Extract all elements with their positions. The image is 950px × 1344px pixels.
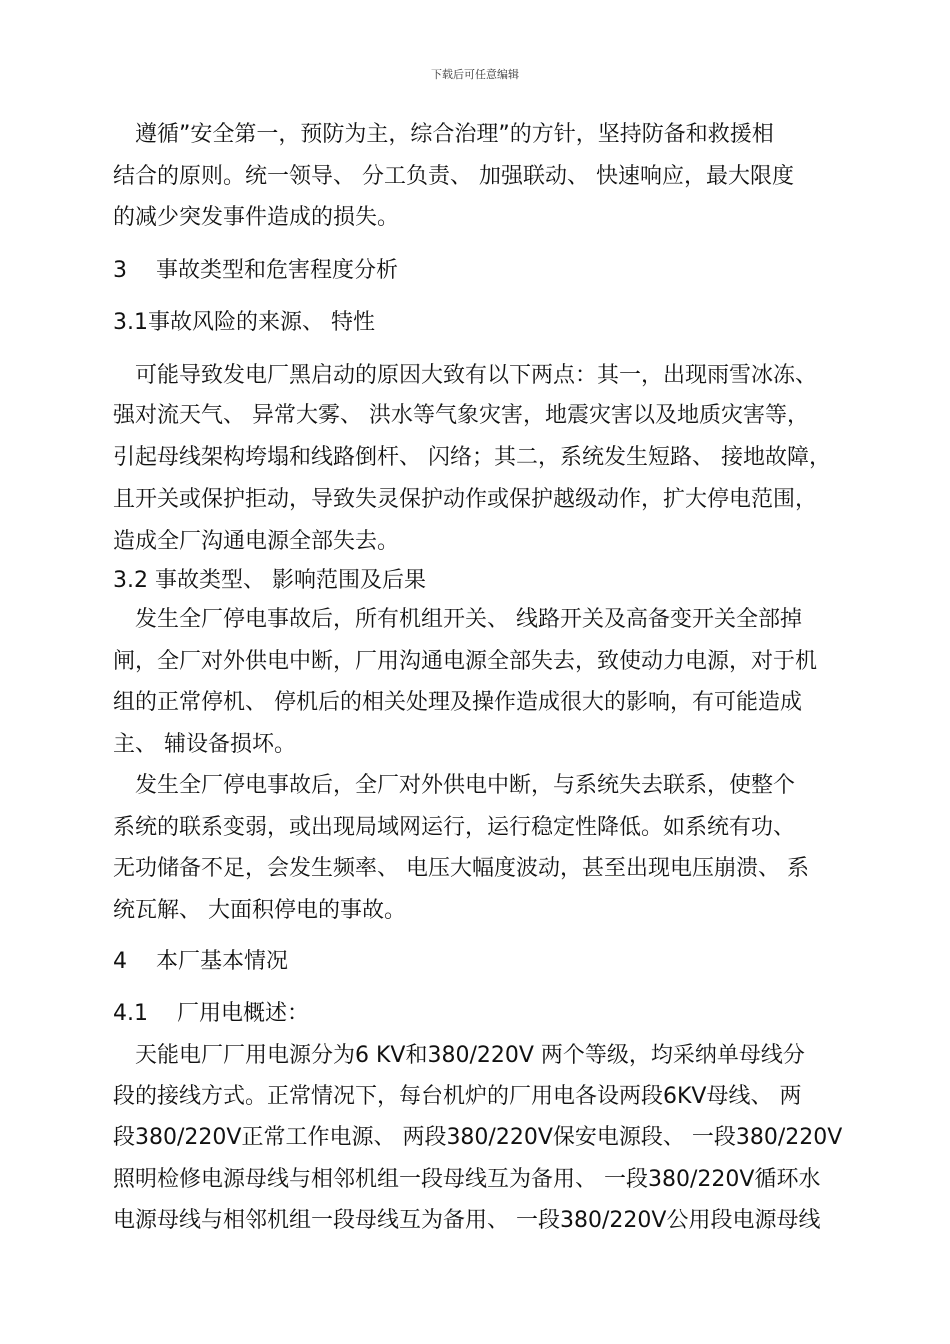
body-line: 闸，全厂对外供电中断，厂用沟通电源全部失去，致使动力电源，对于机 [113, 649, 818, 674]
body-line: 且开关或保护拒动，导致失灵保护动作或保护越级动作，扩大停电范围， [113, 487, 818, 512]
body-line: 无功储备不足，会发生频率、 电压大幅度波动，甚至出现电压崩溃、 系 [113, 856, 809, 881]
body-line: 主、 辅设备损坏。 [113, 732, 296, 757]
subsection-heading: 3.2 事故类型、 影响范围及后果 [113, 568, 426, 593]
body-line: 的减少突发事件造成的损失。 [113, 205, 400, 230]
body-line: 发生全厂停电事故后，全厂对外供电中断，与系统失去联系，使整个 [113, 773, 796, 798]
body-line: 遵循”安全第一，预防为主，综合治理”的方针，坚持防备和救援相 [113, 122, 774, 147]
body-line: 照明检修电源母线与相邻机组一段母线互为备用、 一段380/220V循环水 [113, 1167, 821, 1192]
body-line: 统瓦解、 大面积停电的事故。 [113, 898, 406, 923]
body-line: 发生全厂停电事故后，所有机组开关、 线路开关及高备变开关全部掉 [113, 607, 802, 632]
body-line: 天能电厂厂用电源分为6 KV和380/220V 两个等级，均采纳单母线分 [113, 1043, 805, 1068]
page-header: 下载后可任意编辑 [431, 68, 519, 81]
section-heading: 4 本厂基本情况 [113, 949, 288, 974]
section-heading: 3 事故类型和危害程度分析 [113, 258, 398, 283]
body-line: 强对流天气、 异常大雾、 洪水等气象灾害，地震灾害以及地质灾害等， [113, 403, 809, 428]
body-line: 造成全厂沟通电源全部失去。 [113, 529, 400, 554]
body-line: 系统的联系变弱，或出现局域网运行，运行稳定性降低。如系统有功、 [113, 815, 796, 840]
body-line: 段的接线方式。正常情况下，每台机炉的厂用电各设两段6KV母线、 两 [113, 1084, 802, 1109]
body-line: 可能导致发电厂黑启动的原因大致有以下两点：其一，出现雨雪冰冻、 [113, 363, 818, 388]
body-line: 引起母线架构垮塌和线路倒杆、 闪络；其二，系统发生短路、 接地故障， [113, 445, 831, 470]
body-line: 段380/220V正常工作电源、 两段380/220V保安电源段、 一段380/220V [113, 1125, 843, 1150]
body-line: 电源母线与相邻机组一段母线互为备用、 一段380/220V公用段电源母线 [113, 1208, 821, 1233]
body-line: 结合的原则。统一领导、 分工负责、 加强联动、 快速响应，最大限度 [113, 164, 794, 189]
subsection-heading: 4.1 厂用电概述： [113, 1001, 309, 1026]
subsection-heading: 3.1事故风险的来源、 特性 [113, 310, 375, 335]
body-line: 组的正常停机、 停机后的相关处理及操作造成很大的影响，有可能造成 [113, 690, 802, 715]
